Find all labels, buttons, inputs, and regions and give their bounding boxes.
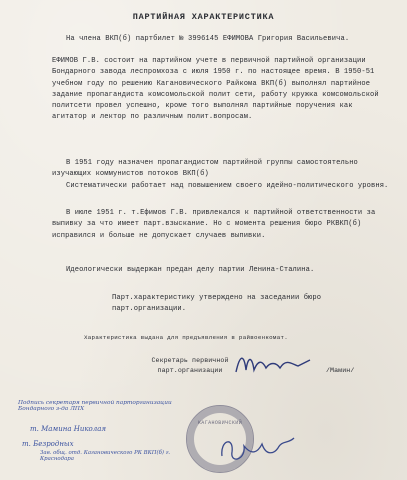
signatory-name: /Мамин/ — [326, 367, 355, 374]
signatory-role: Секретарь первичной парт.организации — [151, 357, 229, 374]
handwritten-cert-line1: Подпись секретаря первичной парторганизации Бондарного з-да ЛПХ — [18, 400, 172, 412]
stamp-text: КАГАНОВИЧСКИЙ — [197, 420, 243, 426]
approval-text: Парт.характеристику утверждено на заседании бюро парт.организации. — [112, 294, 322, 314]
bottom-signature — [218, 430, 298, 470]
handwritten-cert-line2: т. Мамина Николая — [30, 425, 107, 433]
issuance-note: Характеристика выдана для предъявления в райвоенкомат. — [84, 334, 289, 341]
paragraph-ideology: Идеологически выдержан предан делу партии Ленина-Сталина. — [66, 266, 315, 274]
paragraph-self-study: Систематически работает над повышением своего идейно-политического уровня. — [66, 182, 389, 190]
handwritten-cert-line3: т. Безродных — [22, 440, 74, 448]
secretary-signature — [232, 350, 312, 380]
header-line: На члена ВКП(б) партбилет № 3996145 ЕФИМОВА Григория Васильевича. — [66, 35, 350, 43]
handwritten-cert-line4: Зав. общ. отд. Кагановического РК ВКП(б) г. Краснодара — [40, 450, 171, 462]
paragraph-propagandist: В 1951 году назначен пропагандистом партийной группы самостоятельно изучающих коммунистов потоков ВКП(б) — [52, 159, 358, 179]
paragraph-discipline: В июле 1951 г. т.Ефимов Г.В. привлекался к партийной ответственности за выпивку за что имеет парт.взыскание. Но с момента решения бюро РКВКП(б) исправился и больше не допускает случаев выпивки. — [52, 209, 376, 240]
paragraph-service: ЕФИМОВ Г.В. состоит на партийном учете в первичной партийной организации Бондарного завода леспромхоза с июля 1950 г. по настоящее время. В 1950-51 учебном году по решению Кагановического Райкома ВКП(б) выполнял партийное задание пропагандиста комсомольской полит сети, работу кружка комсомольской политсети провел успешно, кроме того выполнял партийные поручения как агитатор и лектор по различным полит.вопросам. — [52, 57, 379, 122]
document-title: ПАРТИЙНАЯ ХАРАКТЕРИСТИКА — [132, 12, 275, 22]
